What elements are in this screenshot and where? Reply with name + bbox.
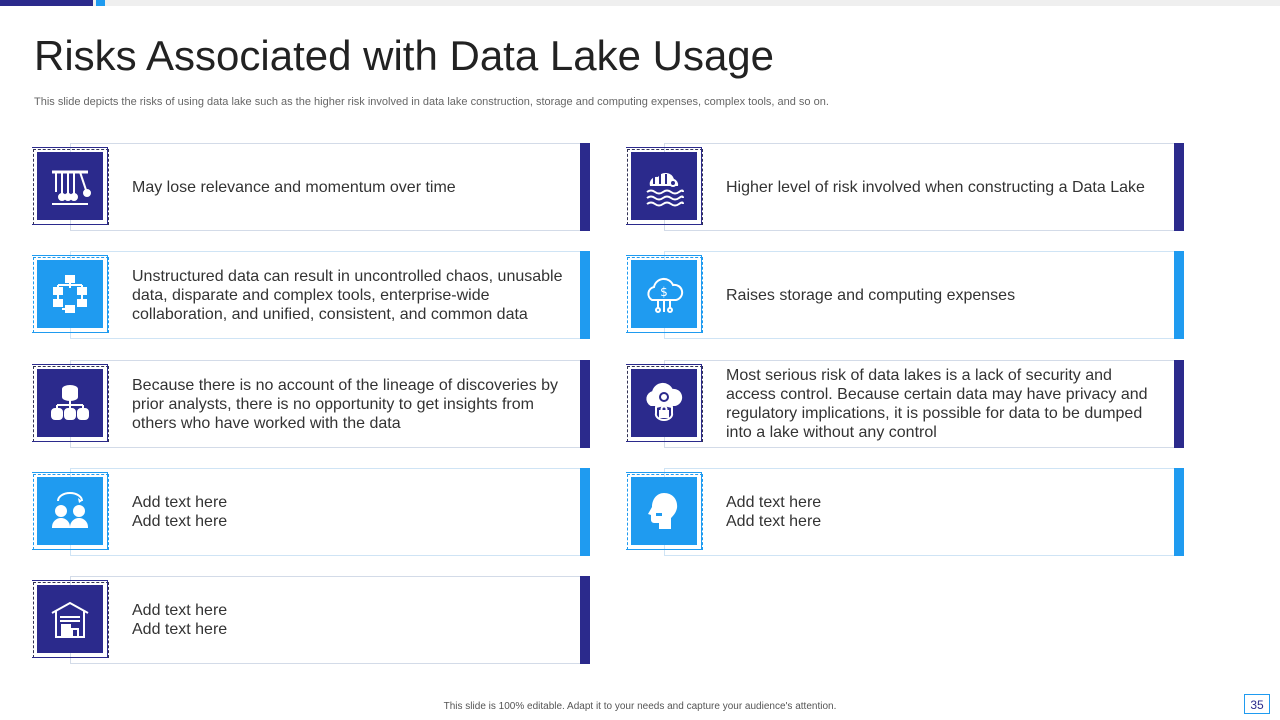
risk-card-3 <box>32 251 590 339</box>
card-text: Because there is no account of the lineage of discoveries by prior analysts, there is no opportunity to get insights from others who have worked with the data <box>132 376 559 432</box>
page-number: 35 <box>1244 694 1270 714</box>
card-accent-bar <box>1174 143 1184 231</box>
card-icon-tile <box>631 477 697 545</box>
risk-card-5 <box>32 360 590 448</box>
risk-card-9 <box>32 576 590 664</box>
card-icon-tile <box>37 152 103 220</box>
card-icon-tile <box>37 369 103 437</box>
card-accent-bar <box>1174 468 1184 556</box>
top-accent-navy-segment <box>0 0 93 6</box>
card-accent-bar <box>580 468 590 556</box>
risk-card-8 <box>626 468 1184 556</box>
card-accent-bar <box>580 251 590 339</box>
top-accent-blue-segment <box>96 0 105 6</box>
risk-card-7 <box>32 468 590 556</box>
hierarchy-flowchart-icon <box>48 272 92 316</box>
card-text: Most serious risk of data lakes is a lack of security and access control. Because certain data may have privacy and regulatory implications, it is possible for data to be dumped into a lake without any control <box>726 367 1148 441</box>
card-text: Higher level of risk involved when constructing a Data Lake <box>726 178 1145 196</box>
card-icon-tile <box>631 260 697 328</box>
newtons-cradle-icon <box>48 164 92 208</box>
data-lake-waves-icon <box>642 164 686 208</box>
cloud-security-lock-icon <box>642 381 686 425</box>
footer-note: This slide is 100% editable. Adapt it to your needs and capture your audience's attention. <box>443 701 837 712</box>
top-accent-bar <box>0 0 1280 6</box>
risk-card-2 <box>626 143 1184 231</box>
card-accent-bar <box>1174 360 1184 448</box>
card-icon-tile <box>631 369 697 437</box>
database-network-icon <box>48 381 92 425</box>
card-icon-tile <box>37 477 103 545</box>
risk-card-6 <box>626 360 1184 448</box>
card-text: Raises storage and computing expenses <box>726 286 1016 304</box>
card-accent-bar <box>1174 251 1184 339</box>
slide-subtitle: This slide depicts the risks of using data lake such as the higher risk involved in data lake construction, storage and computing expenses, complex tools, and so on. <box>34 96 829 108</box>
risk-card-4 <box>626 251 1184 339</box>
card-accent-bar <box>580 143 590 231</box>
card-icon-tile <box>37 585 103 653</box>
slide-title: Risks Associated with Data Lake Usage <box>34 32 775 79</box>
card-text: May lose relevance and momentum over time <box>132 178 456 196</box>
card-icon-tile <box>37 260 103 328</box>
people-exchange-icon <box>48 489 92 533</box>
warehouse-icon <box>48 597 92 641</box>
head-profile-icon <box>642 489 686 533</box>
risk-card-1 <box>32 143 590 231</box>
card-icon-tile <box>631 152 697 220</box>
card-text: Add text here Add text here <box>726 494 822 530</box>
card-accent-bar <box>580 576 590 664</box>
svg-text:$: $ <box>660 285 668 299</box>
card-text: Unstructured data can result in uncontrolled chaos, unusable data, disparate and complex tools, enterprise-wide collaboration, and unified, consistent, and common data <box>132 267 563 323</box>
cloud-dollar-icon <box>642 272 686 316</box>
card-text: Add text here Add text here <box>132 494 228 530</box>
card-accent-bar <box>580 360 590 448</box>
card-text: Add text here Add text here <box>132 602 228 638</box>
